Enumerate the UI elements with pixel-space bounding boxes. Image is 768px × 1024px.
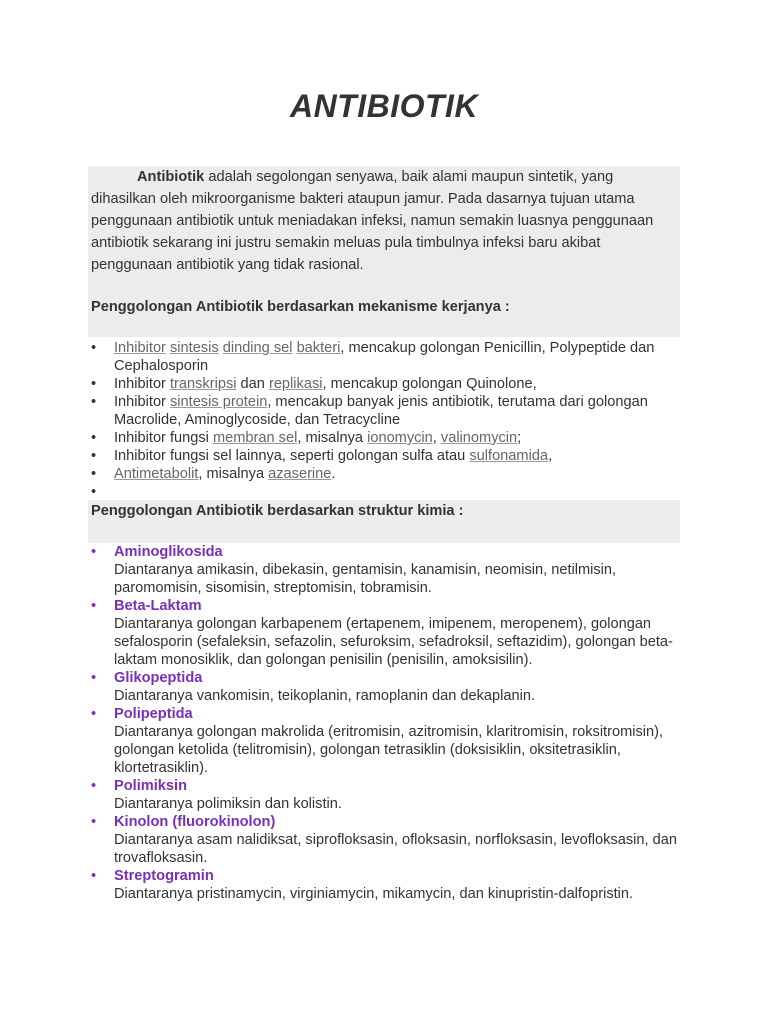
term-link[interactable]: Inhibitor [114, 340, 166, 356]
mechanism-list-item [91, 339, 681, 375]
class-name: Polimiksin [114, 778, 187, 794]
structure-list-item [91, 543, 681, 597]
term-link[interactable]: sulfonamida [469, 448, 549, 464]
item-text: Inhibitor [114, 394, 170, 410]
term-link[interactable]: dinding sel [222, 340, 293, 356]
item-text: , misalnya [297, 430, 368, 446]
mechanism-list-item [91, 465, 681, 483]
page-title: ANTIBIOTIK [289, 88, 479, 124]
mechanism-list-item [91, 447, 681, 465]
bullet-icon: • [91, 466, 97, 482]
class-description: Diantaranya vankomisin, teikoplanin, ramoplanin dan dekaplanin. [114, 688, 536, 704]
class-name: Glikopeptida [114, 670, 203, 686]
class-description: Diantaranya asam nalidiksat, siprofloksasin, ofloksasin, norfloksasin, levofloksasin, dan trovafloksasin. [114, 832, 677, 866]
structure-list-item [91, 669, 681, 705]
item-text: , misalnya [198, 466, 269, 482]
structure-list-item [91, 705, 681, 777]
bullet-icon: • [91, 394, 97, 410]
class-name: Polipeptida [114, 706, 193, 722]
item-text: dan [236, 376, 269, 392]
item-text: ; [517, 430, 522, 446]
mechanism-list-item [91, 429, 681, 447]
mechanism-list-item [91, 393, 681, 429]
bullet-icon: • [91, 430, 97, 446]
bullet-icon: • [91, 814, 97, 830]
mechanism-list-item [91, 483, 681, 501]
class-name: Aminoglikosida [114, 544, 223, 560]
term-link[interactable]: transkripsi [169, 376, 237, 392]
bullet-icon: • [91, 340, 97, 356]
item-text: , [548, 448, 553, 464]
intro-text: adalah segolongan senyawa, baik alami maupun sintetik, yang dihasilkan oleh mikroorganisme bakteri ataupun jamur. Pada dasarnya tujuan utama penggunaan antibiotik untuk meniadakan infeksi, namun semakin luasnya penggunaan antibiotik sekarang ini justru semakin meluas pula timbulnya infeksi baru akibat penggunaan antibiotik yang tidak rasional. [91, 169, 654, 273]
bullet-icon: • [91, 544, 97, 560]
class-description: Diantaranya golongan makrolida (eritromisin, azitromisin, klaritromisin, roksitromisin), golongan ketolida (telitromisin), golongan tetrasiklin (doksisiklin, oksitetrasiklin, klortetrasiklin). [114, 724, 664, 776]
structure-list-item [91, 777, 681, 813]
term-link[interactable]: membran sel [212, 430, 298, 446]
class-description: Diantaranya amikasin, dibekasin, gentamisin, kanamisin, neomisin, netilmisin, paromomisin, sisomisin, streptomisin, tobramisin. [114, 562, 617, 596]
bullet-icon: • [91, 598, 97, 614]
item-text: Inhibitor fungsi sel lainnya, seperti golongan sulfa atau [114, 448, 470, 464]
term-link[interactable]: azaserine [268, 466, 332, 482]
term-link[interactable]: valinomycin [440, 430, 518, 446]
structure-list [91, 543, 681, 903]
term-link[interactable]: Antimetabolit [114, 466, 199, 482]
bullet-icon: • [91, 670, 97, 686]
term-link[interactable]: replikasi [268, 376, 323, 392]
structure-list-item [91, 813, 681, 867]
intro-paragraph [91, 166, 681, 276]
bullet-icon: • [91, 484, 97, 500]
section-heading-mechanism: Penggolongan Antibiotik berdasarkan mekanisme kerjanya : [91, 299, 510, 315]
term-link[interactable]: sintesis protein [169, 394, 268, 410]
mechanism-list-item [91, 375, 681, 393]
item-text: Inhibitor [114, 376, 170, 392]
bullet-icon: • [91, 376, 97, 392]
structure-list-item [91, 597, 681, 669]
item-text: , mencakup golongan Penicillin, Polypeptide dan Cephalosporin [114, 340, 655, 374]
item-text: . [331, 466, 336, 482]
bullet-icon: • [91, 448, 97, 464]
term-link[interactable]: bakteri [296, 340, 341, 356]
item-text: , mencakup golongan Quinolone, [322, 376, 537, 392]
section-heading-structure: Penggolongan Antibiotik berdasarkan struktur kimia : [91, 503, 464, 519]
bullet-icon: • [91, 706, 97, 722]
bullet-icon: • [91, 778, 97, 794]
bullet-icon: • [91, 868, 97, 884]
class-description: Diantaranya polimiksin dan kolistin. [114, 796, 342, 812]
item-text: Inhibitor fungsi [114, 430, 213, 446]
term-link[interactable]: sintesis [169, 340, 219, 356]
class-description: Diantaranya golongan karbapenem (ertapenem, imipenem, meropenem), golongan sefalosporin (sefaleksin, sefazolin, sefuroksim, sefadroksil, seftazidim), golongan beta-laktam monosiklik, dan golongan penisilin (penisilin, amoksisilin). [114, 616, 673, 668]
class-name: Beta-Laktam [114, 598, 202, 614]
intro-term: Antibiotik [137, 169, 205, 185]
item-text: , mencakup banyak jenis antibiotik, terutama dari golongan Macrolide, Aminoglycoside, dan Tetracycline [114, 394, 648, 428]
class-description: Diantaranya pristinamycin, virginiamycin, mikamycin, dan kinupristin-dalfopristin. [114, 886, 634, 902]
class-name: Streptogramin [114, 868, 214, 884]
structure-list-item [91, 867, 681, 903]
class-name: Kinolon (fluorokinolon) [114, 814, 276, 830]
item-text: , [432, 430, 441, 446]
term-link[interactable]: ionomycin [367, 430, 433, 446]
mechanism-list [91, 339, 681, 501]
